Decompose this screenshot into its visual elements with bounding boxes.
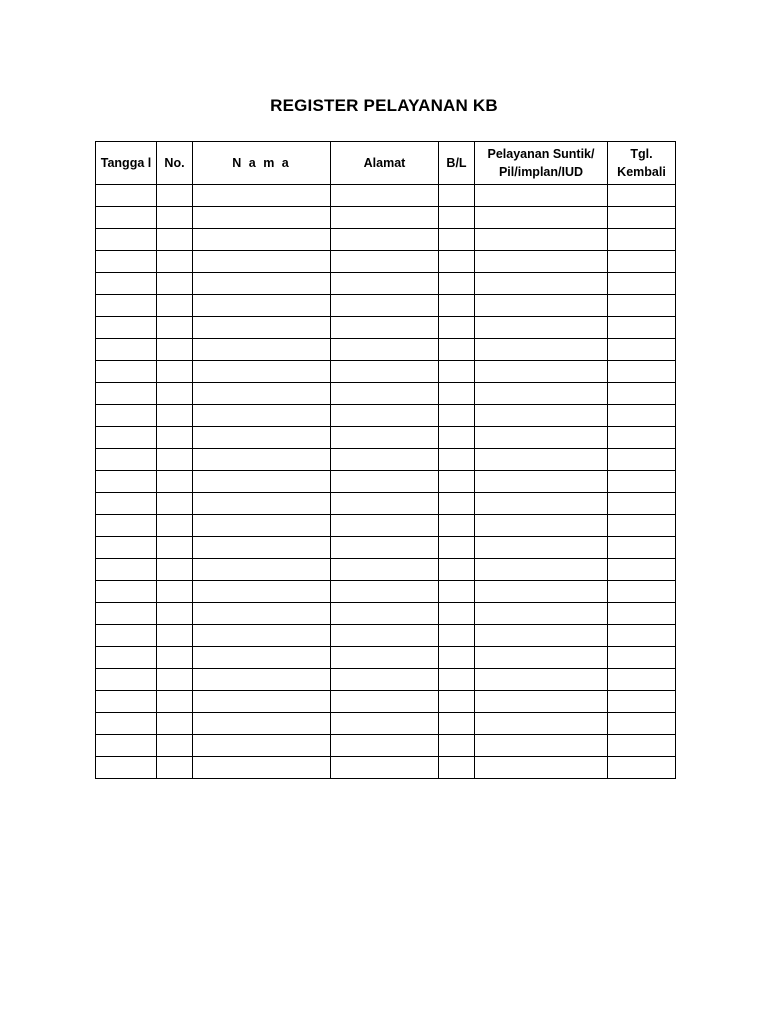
- cell-alamat: [331, 625, 439, 647]
- cell-nama: [193, 405, 331, 427]
- table-row: [96, 581, 676, 603]
- cell-nama: [193, 581, 331, 603]
- cell-no: [157, 515, 193, 537]
- cell-pelayanan: [475, 669, 608, 691]
- table-row: [96, 229, 676, 251]
- cell-tgl-kembali: [608, 427, 676, 449]
- cell-alamat: [331, 669, 439, 691]
- table-row: [96, 493, 676, 515]
- table-row: [96, 691, 676, 713]
- cell-alamat: [331, 471, 439, 493]
- cell-pelayanan: [475, 449, 608, 471]
- cell-bl: [439, 537, 475, 559]
- table-row: [96, 515, 676, 537]
- cell-bl: [439, 493, 475, 515]
- cell-bl: [439, 559, 475, 581]
- cell-no: [157, 493, 193, 515]
- cell-bl: [439, 581, 475, 603]
- cell-nama: [193, 361, 331, 383]
- cell-tgl-kembali: [608, 339, 676, 361]
- cell-alamat: [331, 339, 439, 361]
- cell-tgl-kembali: [608, 207, 676, 229]
- cell-alamat: [331, 361, 439, 383]
- cell-pelayanan: [475, 427, 608, 449]
- cell-alamat: [331, 581, 439, 603]
- cell-no: [157, 581, 193, 603]
- cell-tgl-kembali: [608, 537, 676, 559]
- cell-no: [157, 559, 193, 581]
- cell-pelayanan: [475, 515, 608, 537]
- cell-pelayanan: [475, 361, 608, 383]
- cell-alamat: [331, 691, 439, 713]
- header-no: No.: [157, 142, 193, 185]
- cell-tgl-kembali: [608, 273, 676, 295]
- cell-pelayanan: [475, 757, 608, 779]
- cell-no: [157, 317, 193, 339]
- page-title: REGISTER PELAYANAN KB: [270, 96, 498, 115]
- cell-pelayanan: [475, 625, 608, 647]
- cell-alamat: [331, 735, 439, 757]
- cell-bl: [439, 603, 475, 625]
- cell-tgl-kembali: [608, 713, 676, 735]
- cell-alamat: [331, 427, 439, 449]
- cell-alamat: [331, 185, 439, 207]
- table-row: [96, 185, 676, 207]
- cell-pelayanan: [475, 295, 608, 317]
- cell-tanggal: [96, 757, 157, 779]
- cell-bl: [439, 251, 475, 273]
- table-row: [96, 559, 676, 581]
- cell-nama: [193, 427, 331, 449]
- header-alamat: Alamat: [331, 142, 439, 185]
- cell-bl: [439, 427, 475, 449]
- header-row: [96, 142, 676, 185]
- cell-alamat: [331, 295, 439, 317]
- cell-alamat: [331, 757, 439, 779]
- cell-bl: [439, 647, 475, 669]
- cell-tgl-kembali: [608, 317, 676, 339]
- cell-pelayanan: [475, 207, 608, 229]
- cell-nama: [193, 691, 331, 713]
- cell-alamat: [331, 647, 439, 669]
- cell-tanggal: [96, 735, 157, 757]
- cell-nama: [193, 713, 331, 735]
- table-row: [96, 273, 676, 295]
- cell-nama: [193, 251, 331, 273]
- cell-no: [157, 427, 193, 449]
- cell-tanggal: [96, 361, 157, 383]
- cell-alamat: [331, 537, 439, 559]
- cell-tanggal: [96, 251, 157, 273]
- cell-no: [157, 251, 193, 273]
- cell-bl: [439, 229, 475, 251]
- cell-bl: [439, 449, 475, 471]
- cell-pelayanan: [475, 581, 608, 603]
- cell-tgl-kembali: [608, 691, 676, 713]
- cell-tgl-kembali: [608, 757, 676, 779]
- cell-alamat: [331, 317, 439, 339]
- cell-nama: [193, 449, 331, 471]
- cell-pelayanan: [475, 317, 608, 339]
- header-tanggal: Tangga l: [96, 142, 157, 185]
- cell-tanggal: [96, 691, 157, 713]
- cell-tanggal: [96, 185, 157, 207]
- cell-tgl-kembali: [608, 185, 676, 207]
- cell-tanggal: [96, 559, 157, 581]
- cell-tgl-kembali: [608, 229, 676, 251]
- table-row: [96, 251, 676, 273]
- cell-pelayanan: [475, 493, 608, 515]
- cell-alamat: [331, 405, 439, 427]
- cell-no: [157, 361, 193, 383]
- cell-tgl-kembali: [608, 251, 676, 273]
- cell-bl: [439, 339, 475, 361]
- table-row: [96, 317, 676, 339]
- table-row: [96, 295, 676, 317]
- cell-bl: [439, 625, 475, 647]
- table-row: [96, 405, 676, 427]
- cell-tgl-kembali: [608, 735, 676, 757]
- table-row: [96, 471, 676, 493]
- cell-alamat: [331, 207, 439, 229]
- table-row: [96, 339, 676, 361]
- table-row: [96, 713, 676, 735]
- cell-tgl-kembali: [608, 383, 676, 405]
- table-row: [96, 625, 676, 647]
- cell-nama: [193, 515, 331, 537]
- cell-tanggal: [96, 273, 157, 295]
- cell-nama: [193, 537, 331, 559]
- cell-no: [157, 207, 193, 229]
- cell-tanggal: [96, 581, 157, 603]
- cell-tgl-kembali: [608, 471, 676, 493]
- cell-no: [157, 405, 193, 427]
- cell-pelayanan: [475, 405, 608, 427]
- cell-bl: [439, 405, 475, 427]
- cell-nama: [193, 603, 331, 625]
- cell-pelayanan: [475, 383, 608, 405]
- register-body: [96, 185, 676, 779]
- cell-tanggal: [96, 317, 157, 339]
- cell-no: [157, 449, 193, 471]
- cell-bl: [439, 757, 475, 779]
- cell-tanggal: [96, 713, 157, 735]
- cell-nama: [193, 229, 331, 251]
- table-row: [96, 669, 676, 691]
- table-row: [96, 207, 676, 229]
- cell-nama: [193, 493, 331, 515]
- cell-pelayanan: [475, 251, 608, 273]
- cell-no: [157, 537, 193, 559]
- cell-no: [157, 295, 193, 317]
- cell-bl: [439, 515, 475, 537]
- cell-no: [157, 669, 193, 691]
- cell-nama: [193, 383, 331, 405]
- cell-tanggal: [96, 647, 157, 669]
- table-row: [96, 735, 676, 757]
- cell-pelayanan: [475, 229, 608, 251]
- cell-alamat: [331, 515, 439, 537]
- cell-tanggal: [96, 537, 157, 559]
- cell-tanggal: [96, 471, 157, 493]
- cell-nama: [193, 647, 331, 669]
- cell-no: [157, 757, 193, 779]
- cell-bl: [439, 735, 475, 757]
- cell-nama: [193, 273, 331, 295]
- cell-nama: [193, 669, 331, 691]
- cell-bl: [439, 317, 475, 339]
- cell-pelayanan: [475, 691, 608, 713]
- cell-alamat: [331, 229, 439, 251]
- cell-no: [157, 229, 193, 251]
- cell-alamat: [331, 383, 439, 405]
- cell-pelayanan: [475, 603, 608, 625]
- cell-pelayanan: [475, 735, 608, 757]
- table-row: [96, 537, 676, 559]
- cell-alamat: [331, 603, 439, 625]
- table-row: [96, 383, 676, 405]
- cell-pelayanan: [475, 185, 608, 207]
- header-nama: N a m a: [193, 142, 331, 185]
- header-bl: B/L: [439, 142, 475, 185]
- cell-nama: [193, 559, 331, 581]
- cell-nama: [193, 757, 331, 779]
- cell-pelayanan: [475, 647, 608, 669]
- cell-pelayanan: [475, 471, 608, 493]
- cell-tanggal: [96, 515, 157, 537]
- header-tgl-kembali: Tgl. Kembali: [608, 142, 676, 185]
- cell-pelayanan: [475, 339, 608, 361]
- cell-alamat: [331, 493, 439, 515]
- cell-tgl-kembali: [608, 449, 676, 471]
- cell-pelayanan: [475, 273, 608, 295]
- cell-tgl-kembali: [608, 295, 676, 317]
- cell-alamat: [331, 449, 439, 471]
- cell-bl: [439, 471, 475, 493]
- cell-bl: [439, 185, 475, 207]
- cell-tgl-kembali: [608, 515, 676, 537]
- cell-pelayanan: [475, 559, 608, 581]
- cell-bl: [439, 713, 475, 735]
- table-row: [96, 361, 676, 383]
- table-row: [96, 603, 676, 625]
- cell-no: [157, 339, 193, 361]
- cell-tgl-kembali: [608, 603, 676, 625]
- cell-nama: [193, 625, 331, 647]
- cell-bl: [439, 295, 475, 317]
- cell-nama: [193, 185, 331, 207]
- cell-alamat: [331, 559, 439, 581]
- cell-tanggal: [96, 405, 157, 427]
- cell-bl: [439, 669, 475, 691]
- cell-tanggal: [96, 295, 157, 317]
- cell-tgl-kembali: [608, 625, 676, 647]
- cell-no: [157, 273, 193, 295]
- table-row: [96, 757, 676, 779]
- header-pelayanan: Pelayanan Suntik/ Pil/implan/IUD: [475, 142, 608, 185]
- cell-nama: [193, 317, 331, 339]
- cell-no: [157, 603, 193, 625]
- cell-no: [157, 647, 193, 669]
- cell-tgl-kembali: [608, 361, 676, 383]
- cell-tanggal: [96, 383, 157, 405]
- cell-no: [157, 185, 193, 207]
- cell-no: [157, 471, 193, 493]
- cell-no: [157, 713, 193, 735]
- cell-tanggal: [96, 339, 157, 361]
- cell-bl: [439, 691, 475, 713]
- cell-tanggal: [96, 493, 157, 515]
- cell-bl: [439, 273, 475, 295]
- cell-no: [157, 691, 193, 713]
- cell-tgl-kembali: [608, 647, 676, 669]
- cell-tgl-kembali: [608, 581, 676, 603]
- cell-no: [157, 625, 193, 647]
- table-row: [96, 647, 676, 669]
- cell-nama: [193, 295, 331, 317]
- cell-tgl-kembali: [608, 493, 676, 515]
- cell-tanggal: [96, 669, 157, 691]
- cell-alamat: [331, 273, 439, 295]
- cell-tanggal: [96, 603, 157, 625]
- table-row: [96, 449, 676, 471]
- cell-nama: [193, 339, 331, 361]
- cell-nama: [193, 735, 331, 757]
- cell-tanggal: [96, 449, 157, 471]
- cell-alamat: [331, 713, 439, 735]
- cell-tgl-kembali: [608, 559, 676, 581]
- register-table: [95, 141, 676, 779]
- cell-no: [157, 735, 193, 757]
- cell-nama: [193, 207, 331, 229]
- cell-pelayanan: [475, 537, 608, 559]
- cell-bl: [439, 383, 475, 405]
- cell-nama: [193, 471, 331, 493]
- cell-pelayanan: [475, 713, 608, 735]
- cell-tgl-kembali: [608, 405, 676, 427]
- cell-tanggal: [96, 625, 157, 647]
- cell-tanggal: [96, 427, 157, 449]
- cell-tanggal: [96, 229, 157, 251]
- cell-bl: [439, 361, 475, 383]
- cell-tgl-kembali: [608, 669, 676, 691]
- cell-alamat: [331, 251, 439, 273]
- cell-no: [157, 383, 193, 405]
- cell-bl: [439, 207, 475, 229]
- cell-tanggal: [96, 207, 157, 229]
- table-row: [96, 427, 676, 449]
